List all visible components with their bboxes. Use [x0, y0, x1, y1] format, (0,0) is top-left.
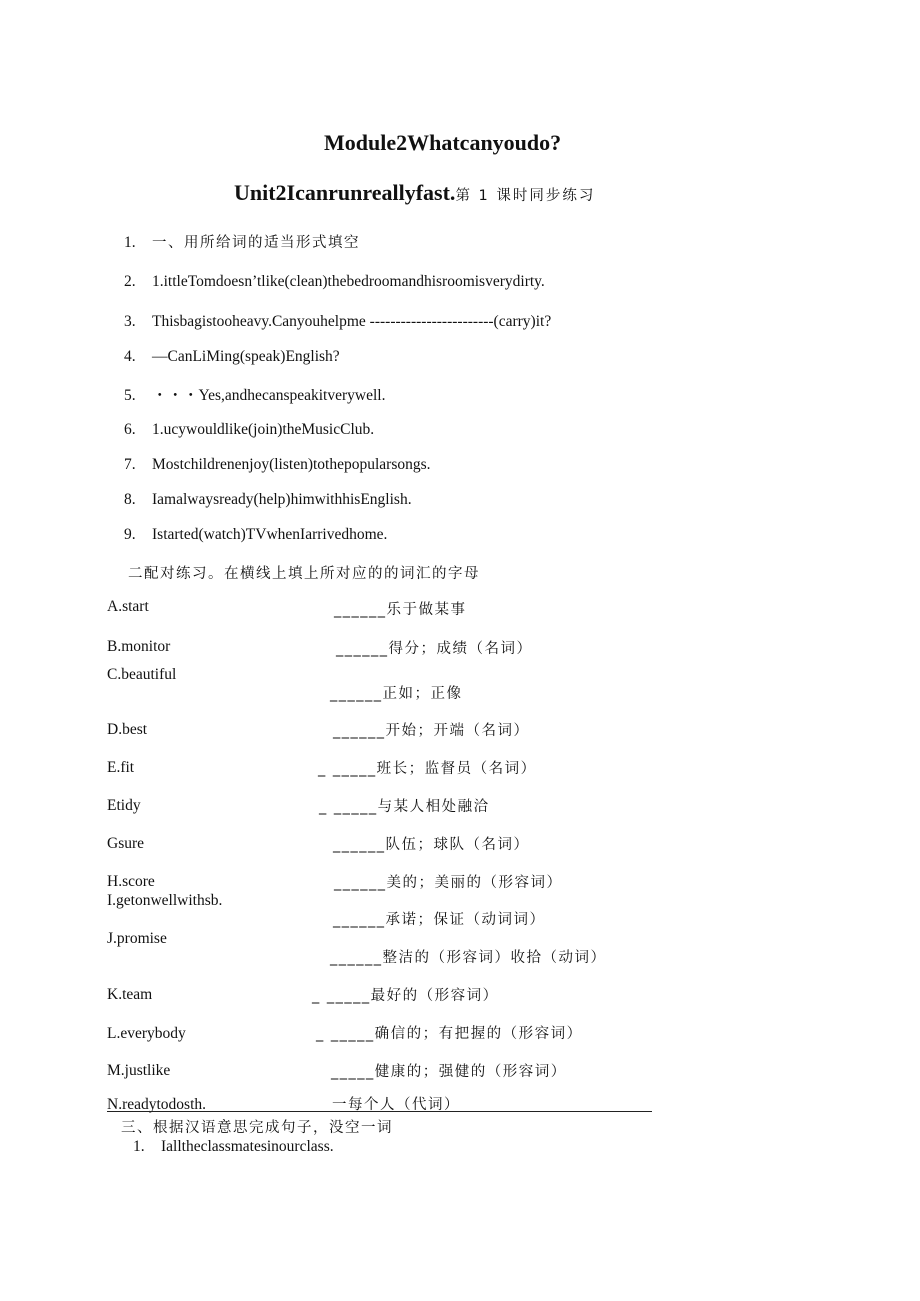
match-definition: ______得分；成绩（名词） [336, 641, 533, 657]
section2-heading: 二配对练习。在横线上填上所对应的的词汇的字母 [128, 566, 480, 582]
list-item: 1. 一、用所给词的适当形式填空 [124, 234, 360, 251]
match-definition: ______队伍；球队（名词） [333, 837, 530, 853]
match-term: M.justlike [107, 1062, 171, 1079]
list-item: 2. 1.ittleTomdoesn’tlike(clean)thebedroomandhisroomisverydirty. [124, 273, 545, 290]
list-item: 6. 1.ucywouldlike(join)theMusicClub. [124, 421, 375, 438]
match-definition: _ _____班长；监督员（名词） [318, 761, 537, 777]
match-definition: ______正如；正像 [330, 686, 463, 702]
match-definition: _____健康的；强健的（形容词） [331, 1064, 567, 1080]
match-definition: ______开始；开端（名词） [333, 723, 530, 739]
match-term: A.start [107, 598, 149, 615]
match-definition: _ _____确信的；有把握的（形容词） [316, 1026, 583, 1042]
match-term: Etidy [107, 797, 141, 814]
match-definition: ______美的；美丽的（形容词） [334, 875, 563, 891]
match-term: L.everybody [107, 1025, 186, 1042]
section3-heading: 三、根据汉语意思完成句子，没空一词 [121, 1120, 393, 1136]
match-definition: _ _____与某人相处融洽 [319, 799, 490, 815]
subtitle-english: Unit2Icanrunreallyfast. [234, 180, 456, 205]
match-term: B.monitor [107, 638, 171, 655]
match-term: C.beautiful [107, 666, 177, 683]
match-definition: ______整洁的（形容词）收拾（动词） [330, 950, 607, 966]
match-term: N.readytodosth. [107, 1096, 207, 1113]
match-term: D.best [107, 721, 148, 738]
list-item: 4. —CanLiMing(speak)English? [124, 348, 340, 365]
list-item: 5. ・・・Yes,andhecanspeakitverywell. [124, 387, 386, 404]
list-item: 3. Thisbagistooheavy.Canyouhelpme ------------------------(carry)it? [124, 313, 552, 330]
page-subtitle [234, 180, 595, 206]
match-term: E.fit [107, 759, 135, 776]
divider-line [107, 1111, 652, 1112]
match-definition: ______承诺；保证（动词词） [333, 912, 546, 928]
match-term: Gsure [107, 835, 145, 852]
match-term: K.team [107, 986, 153, 1003]
match-term: H.score [107, 873, 155, 890]
list-item: 9. Istarted(watch)TVwhenIarrivedhome. [124, 526, 388, 543]
match-definition: ______乐于做某事 [334, 602, 467, 618]
list-item: 7. Mostchildrenenjoy(listen)tothepopularsongs. [124, 456, 431, 473]
subtitle-chinese: 第 1 课时同步练习 [455, 188, 596, 204]
list-item: 8. Iamalwaysready(help)himwithhisEnglish. [124, 491, 412, 508]
match-definition: _ _____最好的（形容词） [312, 988, 499, 1004]
page-title: Module2Whatcanyoudo? [324, 130, 562, 155]
list-item: 1. Ialltheclassmatesinourclass. [133, 1138, 334, 1155]
match-term: J.promise [107, 930, 167, 947]
match-term: I.getonwellwithsb. [107, 892, 223, 909]
match-definition: 一每个人（代词） [332, 1097, 460, 1113]
